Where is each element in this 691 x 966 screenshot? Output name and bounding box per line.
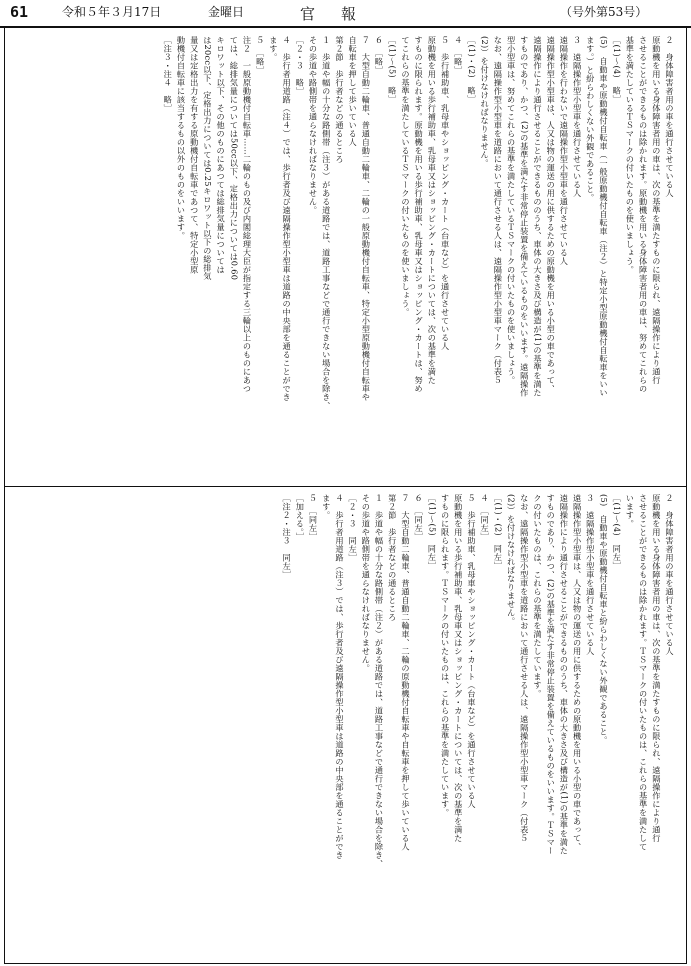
text-line: います。 bbox=[625, 494, 636, 528]
text-line: ［(1)～(4) 略］ bbox=[612, 36, 623, 104]
text-line: なお、遠隔操作型小型車を道路において通行させる人は、遠隔操作型小型車マーク（付表５ bbox=[519, 494, 530, 843]
text-line: てこれらの基準を満たしているＴＳマークの付いたものを使いましょう。 bbox=[400, 36, 411, 317]
issue-date: 令和５年３月17日 bbox=[62, 5, 162, 19]
text-line: ６ ［同左］ bbox=[414, 494, 425, 541]
text-line: ［(1)・(2) 略］ bbox=[466, 36, 477, 104]
text-line: ［(1)・(2) 同左］ bbox=[493, 494, 504, 570]
text-line: すものに限られます。ＴＳマークの付いたものは、これらの基準を満たしています。 bbox=[440, 494, 451, 817]
text-line: ４ ［略］ bbox=[453, 36, 464, 75]
text-line: ４ ［同左］ bbox=[480, 494, 491, 541]
panel-divider-rule bbox=[4, 486, 687, 487]
text-line: ３ 遠隔操作型小型車を通行させている人 bbox=[572, 36, 583, 198]
issue-weekday: 金曜日 bbox=[208, 5, 245, 19]
text-line: ます。）と紛らわしくない外観であること。 bbox=[585, 36, 596, 202]
current-text-body bbox=[8, 494, 676, 954]
text-line: (2)）を付けなければなりません。 bbox=[480, 36, 491, 168]
text-line: すものに限られます。原動機を用いる歩行補助車、乳母車又はショッピング・カートは、努め bbox=[414, 36, 425, 393]
text-line: ４ 歩行者用道路（注３）では、歩行者及び遠隔操作型小型車は道路の中央部を通ることができ bbox=[334, 494, 345, 860]
frame-bottom-rule bbox=[4, 963, 687, 964]
text-line: クの付いたものは、これらの基準を満たしています。 bbox=[532, 494, 543, 698]
text-line: ２ 身体障害者用の車を通行させている人 bbox=[665, 36, 675, 198]
text-line: (2)）を付けなければなりません。 bbox=[506, 494, 517, 626]
text-line: ６ ［略］ bbox=[374, 36, 385, 75]
text-line: 基準を満たしているＴＳマークの付いたものを使いましょう。 bbox=[625, 36, 636, 274]
text-line: ２ 身体障害者用の車を通行させている人 bbox=[665, 494, 675, 656]
text-line: ［注２・注３ 同左］ bbox=[282, 494, 293, 579]
text-line: ［２・３ 略］ bbox=[295, 36, 306, 96]
text-line: ５ ［略］ bbox=[255, 36, 266, 75]
text-line: 原動機を用いる身体障害者用の車は、次の基準を満たすものに限られ、遠隔操作により通行 bbox=[651, 494, 662, 843]
text-line: ［２・３ 同左］ bbox=[348, 494, 359, 562]
text-line: １ 歩道や幅の十分な路側帯（注３）がある道路では、道路工事などで通行できない場合を除き、 bbox=[321, 36, 332, 410]
text-line: ［(1)～(5) 略］ bbox=[387, 36, 398, 104]
text-line: 遠隔操作型小型車は、人又は物の運送の用に供するための原動機を用いる小型の車であって、 bbox=[572, 494, 583, 851]
frame-left-rule bbox=[4, 28, 5, 964]
text-line: ５ ［同左］ bbox=[308, 494, 319, 541]
revised-text-panel bbox=[8, 36, 676, 476]
gazette-title: 官報 bbox=[300, 5, 383, 23]
frame-right-rule bbox=[686, 28, 687, 964]
text-line: ７ 大型自動二輪車、普通自動二輪車、二輪の一般原動機付自転車、特定小型原動機付自転車や bbox=[361, 36, 372, 402]
text-line: (5) 自動車や原動機付自転車と紛らわしくない外観であること。 bbox=[598, 494, 609, 745]
text-line: ます。 bbox=[268, 36, 279, 62]
text-line: ます。 bbox=[321, 494, 332, 520]
text-line: 動機付自転車に該当するもの以外のものをいいます。 bbox=[176, 36, 187, 240]
text-line: なお、遠隔操作型小型車を道路において通行させる人は、遠隔操作型小型車マーク（付表５ bbox=[493, 36, 504, 385]
text-line: ［注３・注４ 略］ bbox=[163, 36, 174, 113]
text-line: キロワット以下、その他のものにあつては総排気量については bbox=[216, 36, 227, 274]
text-line: 型小型車は、努めてこれらの基準を満たしているＴＳマークの付いたものを使いましょう。 bbox=[506, 36, 517, 385]
text-line: 第２節 歩行者などの通るところ bbox=[334, 36, 345, 164]
text-line: ４ 歩行者用道路（注４）では、歩行者及び遠隔操作型小型車は道路の中央部を通ることができ bbox=[282, 36, 293, 402]
text-line: ［(1)～(4) 同左］ bbox=[612, 494, 623, 570]
text-line: 第２節 歩行者などの通るところ bbox=[387, 494, 398, 622]
text-line: その歩道や路側帯を通らなければなりません。 bbox=[361, 494, 372, 673]
text-line: ［加える。］ bbox=[295, 494, 306, 541]
page-header bbox=[0, 0, 691, 24]
text-line: ては、総排気量については50cc以下、定格出力については0.60 bbox=[229, 36, 240, 281]
text-line: すものであり、かつ、(2)の基準を満たす非常停止装置を備えているものをいいます。遠隔操作 bbox=[519, 36, 530, 397]
header-rule bbox=[0, 26, 691, 28]
text-line: 量又は定格出力を有する原動機付自転車であつて、特定小型原 bbox=[189, 36, 200, 274]
text-line: その歩道や路側帯を通らなければなりません。 bbox=[308, 36, 319, 215]
revised-text-body bbox=[8, 36, 676, 476]
page-number: 61 bbox=[10, 3, 29, 21]
text-line: 原動機を用いる歩行補助車、乳母車又はショッピング・カートについては、次の基準を満た bbox=[453, 494, 464, 843]
text-line: ５ 歩行補助車、乳母車やショッピング・カート（台車など）を通行させている人 bbox=[466, 494, 477, 809]
text-line: 遠隔操作により通行させることができるもののうち、車体の大きさ及び構造が(1)の基準を満た bbox=[532, 36, 543, 397]
text-line: ５ 歩行補助車、乳母車やショッピング・カート（台車など）を通行させている人 bbox=[440, 36, 451, 351]
text-line: させることができるものは除かれます。ＴＳマークの付いたものは、これらの基準を満たして bbox=[638, 494, 649, 851]
issue-number: （号外第53号） bbox=[560, 5, 648, 19]
text-line: 原動機を用いる身体障害者用の車は、次の基準を満たすものに限られ、遠隔操作により通行 bbox=[651, 36, 662, 385]
text-line: すものであり、かつ、(2)の基準を満たす非常停止装置を備えているものをいいます。ＴＳマー bbox=[546, 494, 557, 855]
text-line: させることができるものは除かれます。原動機を用いる身体障害者用の車は、努めてこれらの bbox=[638, 36, 649, 393]
text-line: (5) 自動車や原動機付自転車（一般原動機付自転車（注２）と特定小型原動機付自転車をいい bbox=[598, 36, 609, 397]
text-line: 注２ 一般原動機付自転車……二輪のもの及び内閣総理大臣が指定する三輪以上のものにあつ bbox=[242, 36, 253, 393]
text-line: は20cc以下、定格出力については0.25キロワット以下の総排気 bbox=[202, 36, 213, 281]
text-line: 自転車を押して歩いている人 bbox=[348, 36, 359, 147]
text-line: １ 歩道や幅の十分な路側帯（注２）がある道路では、道路工事などで通行できない場合を除き、 bbox=[374, 494, 385, 868]
text-line: 原動機を用いる歩行補助車、乳母車又はショッピング・カートについては、次の基準を満た bbox=[427, 36, 438, 385]
text-line: 遠隔操作型小型車は、人又は物の運送の用に供するための原動機を用いる小型の車であって、 bbox=[546, 36, 557, 393]
current-text-panel bbox=[8, 494, 676, 954]
text-line: 遠隔操作を行わないで遠隔操作型小型車を通行させている人 bbox=[559, 36, 570, 266]
text-line: 遠隔操作により通行させることができるもののうち、車体の大きさ及び構造が(1)の基準を満た bbox=[559, 494, 570, 855]
text-line: ［(1)～(5) 同左］ bbox=[427, 494, 438, 570]
text-line: ７ 大型自動二輪車、普通自動二輪車、二輪の原動機付自転車や自転車を押して歩いている人 bbox=[400, 494, 411, 851]
text-line: ３ 遠隔操作型小型車を通行させている人 bbox=[585, 494, 596, 656]
